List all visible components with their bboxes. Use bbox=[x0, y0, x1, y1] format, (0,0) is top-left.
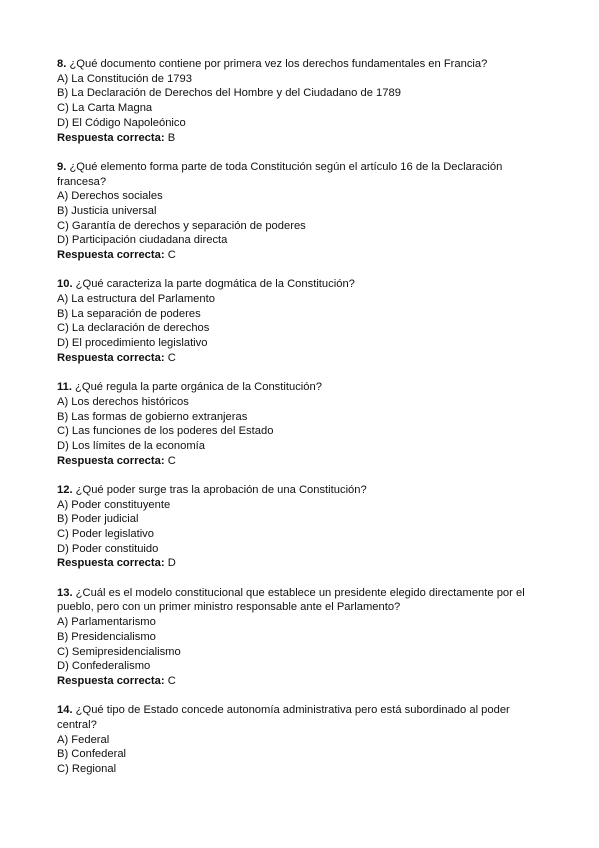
option-c: C) La declaración de derechos bbox=[57, 322, 210, 335]
option-c: C) Garantía de derechos y separación de poderes bbox=[57, 219, 306, 232]
answer-label: Respuesta correcta: bbox=[57, 131, 165, 144]
answer-label: Respuesta correcta: bbox=[57, 557, 165, 570]
question-14 bbox=[57, 703, 545, 777]
answer-value: B bbox=[167, 131, 176, 144]
option-d: D) Poder constituido bbox=[57, 542, 159, 555]
correct-answer bbox=[57, 556, 545, 571]
question-number: 14. bbox=[57, 704, 73, 717]
question-number: 8. bbox=[57, 58, 67, 70]
question-number: 12. bbox=[57, 483, 73, 496]
question-prompt: ¿Qué tipo de Estado concede autonomía administrativa pero está subordinado al poder central? bbox=[57, 704, 510, 731]
question-prompt: ¿Qué documento contiene por primera vez los derechos fundamentales en Francia? bbox=[69, 58, 488, 70]
option-a: A) Los derechos históricos bbox=[57, 395, 189, 408]
option-b: B) Presidencialismo bbox=[57, 630, 156, 643]
question-text bbox=[57, 703, 545, 732]
question-number: 13. bbox=[57, 586, 73, 599]
question-11 bbox=[57, 380, 545, 468]
correct-answer bbox=[57, 131, 545, 146]
question-text bbox=[57, 160, 545, 189]
option-c: C) Poder legislativo bbox=[57, 528, 155, 541]
option-a: A) La Constitución de 1793 bbox=[57, 72, 192, 85]
option-b: B) Justicia universal bbox=[57, 204, 157, 217]
correct-answer bbox=[57, 248, 545, 263]
question-text bbox=[57, 586, 545, 615]
correct-answer bbox=[57, 674, 545, 689]
answer-value: C bbox=[167, 351, 176, 364]
question-prompt: ¿Qué elemento forma parte de toda Constitución según el artículo 16 de la Declaración francesa? bbox=[57, 160, 503, 188]
answer-label: Respuesta correcta: bbox=[57, 249, 165, 262]
answer-value: C bbox=[167, 249, 176, 262]
question-prompt: ¿Cuál es el modelo constitucional que establece un presidente elegido directamente por el pueblo, pero con un primer ministro responsable ante el Parlamento? bbox=[57, 586, 525, 614]
document-page bbox=[57, 57, 545, 791]
question-number: 9. bbox=[57, 160, 67, 173]
question-text bbox=[57, 277, 545, 292]
option-b: B) La Declaración de Derechos del Hombre y del Ciudadano de 1789 bbox=[57, 87, 401, 100]
question-prompt: ¿Qué poder surge tras la aprobación de una Constitución? bbox=[75, 483, 367, 496]
option-a: A) Parlamentarismo bbox=[57, 616, 156, 629]
option-c: C) Regional bbox=[57, 763, 117, 776]
question-text bbox=[57, 483, 545, 498]
question-text bbox=[57, 57, 545, 72]
answer-label: Respuesta correcta: bbox=[57, 351, 165, 364]
option-a: A) Derechos sociales bbox=[57, 190, 163, 203]
question-number: 10. bbox=[57, 278, 73, 291]
question-9 bbox=[57, 160, 545, 263]
answer-value: C bbox=[167, 674, 176, 687]
answer-label: Respuesta correcta: bbox=[57, 454, 165, 467]
question-13 bbox=[57, 586, 545, 689]
option-a: A) Poder constituyente bbox=[57, 498, 171, 511]
option-a: A) La estructura del Parlamento bbox=[57, 293, 215, 306]
question-10 bbox=[57, 277, 545, 365]
question-text bbox=[57, 380, 545, 395]
option-c: C) La Carta Magna bbox=[57, 102, 153, 115]
correct-answer bbox=[57, 454, 545, 469]
question-number: 11. bbox=[57, 381, 72, 394]
option-d: D) Confederalismo bbox=[57, 660, 151, 673]
correct-answer bbox=[57, 351, 545, 366]
option-d: D) El procedimiento legislativo bbox=[57, 337, 208, 350]
answer-value: D bbox=[167, 557, 176, 570]
option-b: B) La separación de poderes bbox=[57, 307, 201, 320]
question-prompt: ¿Qué caracteriza la parte dogmática de la Constitución? bbox=[75, 278, 355, 291]
answer-label: Respuesta correcta: bbox=[57, 674, 165, 687]
option-b: B) Las formas de gobierno extranjeras bbox=[57, 410, 248, 423]
option-d: D) Los límites de la economía bbox=[57, 439, 205, 452]
option-a: A) Federal bbox=[57, 733, 110, 746]
option-c: C) Semipresidencialismo bbox=[57, 645, 181, 658]
option-c: C) Las funciones de los poderes del Estado bbox=[57, 425, 274, 438]
question-12 bbox=[57, 483, 545, 571]
answer-value: C bbox=[167, 454, 176, 467]
option-d: D) El Código Napoleónico bbox=[57, 116, 186, 129]
question-prompt: ¿Qué regula la parte orgánica de la Constitución? bbox=[75, 381, 322, 394]
option-b: B) Confederal bbox=[57, 748, 127, 761]
option-d: D) Participación ciudadana directa bbox=[57, 234, 228, 247]
option-b: B) Poder judicial bbox=[57, 513, 139, 526]
question-8 bbox=[57, 57, 545, 145]
